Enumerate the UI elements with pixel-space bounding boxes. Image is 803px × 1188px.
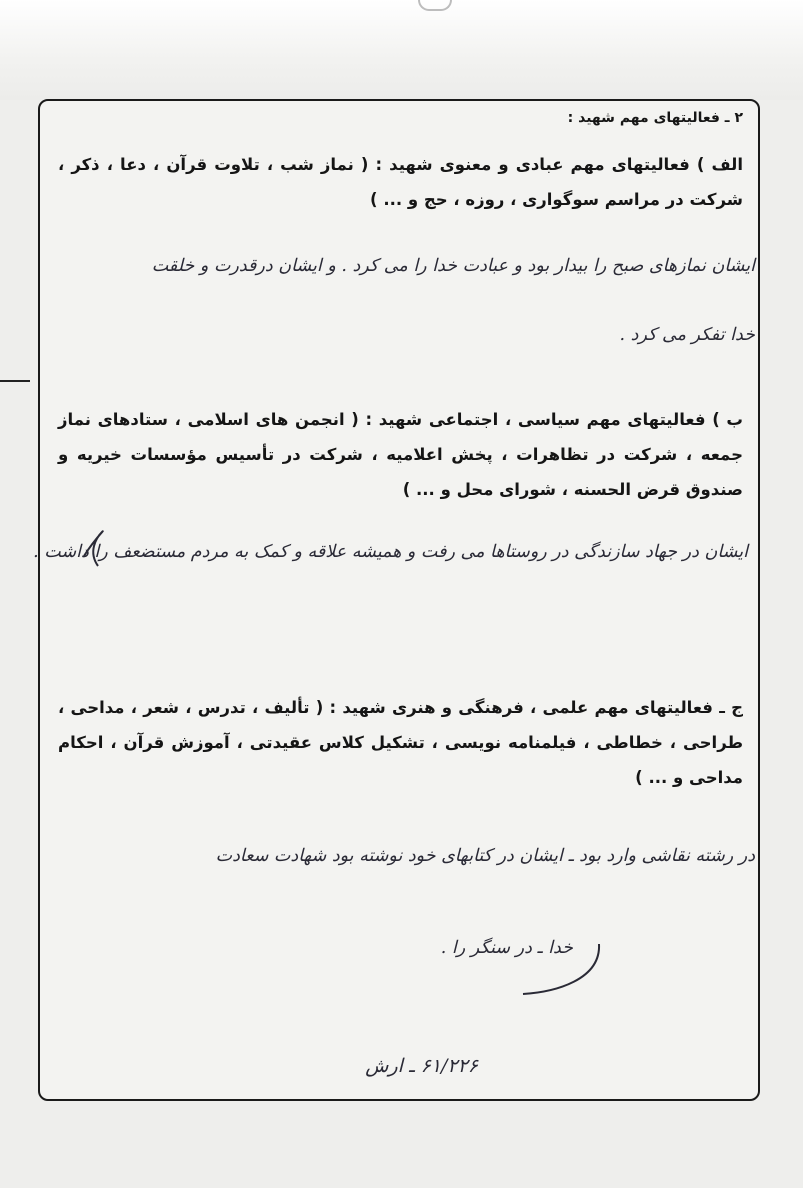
section-heading: ۲ ـ فعالیتهای مهم شهید : (567, 110, 743, 126)
part-alef-answer-line-1: ایشان نمازهای صبح را بیدار بود و عبادت خدا را می کرد . و ایشان درقدرت و خلقت (151, 256, 755, 276)
part-alef-answer-line-2: خدا تفکر می کرد . (619, 325, 755, 345)
form-frame (38, 99, 760, 1101)
handwriting-flourish (48, 526, 108, 570)
part-jim-answer-line-1: در رشته نقاشی وارد بود ـ ایشان در کتابهای خود نوشته بود شهادت سعادت (215, 846, 755, 866)
part-be-answer-line-1: ایشان در جهاد سازندگی در روستاها می رفت و همیشه علاقه و کمک به مردم مستضعف را داشت . (33, 542, 748, 562)
part-alef-prompt: الف ) فعالیتهای مهم عبادی و معنوی شهید : ( نماز شب ، تلاوت قرآن ، دعا ، ذکر ، شرکت در مراسم سوگواری ، روزه ، حج و ... ) (58, 155, 743, 209)
part-be-prompt: ب ) فعالیتهای مهم سیاسی ، اجتماعی شهید : ( انجمن های اسلامی ، ستادهای نماز جمعه ، شرکت در تظاهرات ، پخش اعلامیه ، شرکت در تأسیس مؤسسات خیریه و صندوق قرض الحسنه ، شورای محل و ... ) (58, 410, 743, 499)
margin-mark (0, 380, 30, 382)
scan-background-top (0, 0, 803, 100)
part-jim-prompt: ج ـ فعالیتهای مهم علمی ، فرهنگی و هنری شهید : ( تألیف ، تدرس ، شعر ، مداحی ، طراحی ، خطاطی ، فیلمنامه نویسی ، تشکیل کلاس عقیدتی ، آموزش قرآن ، احکام مداحی و ... ) (58, 698, 743, 787)
handwriting-underline-flourish (515, 940, 605, 1000)
part-jim-answer-line-2: خدا ـ در سنگر را . (440, 938, 573, 958)
signoff-number: ۶۱/۲۲۶ ـ ارش (365, 1055, 478, 1077)
